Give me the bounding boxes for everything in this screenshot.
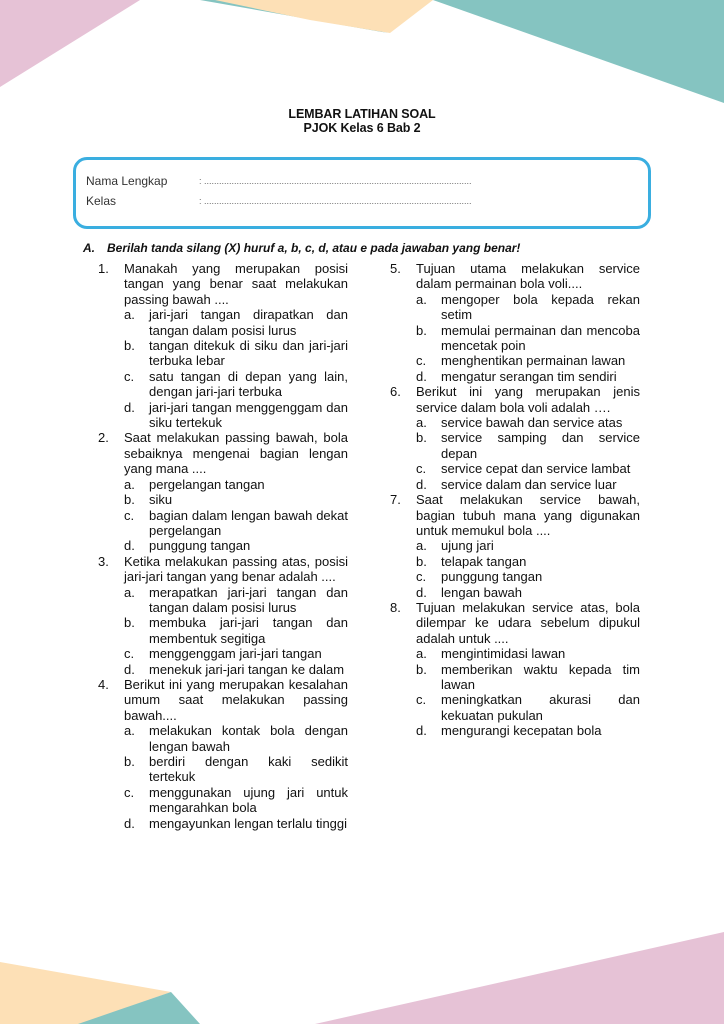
question-column-right bbox=[390, 261, 640, 739]
option-d[interactable] bbox=[124, 816, 348, 831]
option-letter: b. bbox=[124, 492, 135, 508]
student-identity-box bbox=[73, 157, 651, 229]
option-letter: b. bbox=[124, 615, 135, 631]
option-a[interactable] bbox=[124, 477, 348, 492]
orange-bottom-left-shape bbox=[0, 962, 171, 1024]
pink-bottom-right-shape bbox=[315, 932, 724, 1024]
option-a[interactable] bbox=[416, 415, 640, 430]
option-text: menggenggam jari-jari tangan bbox=[149, 646, 322, 662]
option-letter: b. bbox=[416, 661, 427, 677]
class-field-blank[interactable]: : ........................................................................................................... bbox=[199, 196, 472, 206]
option-letter: b. bbox=[416, 430, 427, 446]
option-text: satu tangan di depan yang lain, dengan jari-jari terbuka bbox=[149, 368, 348, 400]
question-number: 7. bbox=[390, 492, 401, 508]
class-field-row[interactable] bbox=[86, 194, 472, 208]
option-text: berdiri dengan kaki sedikit tertekuk bbox=[149, 754, 348, 785]
option-text: lengan bawah bbox=[441, 584, 522, 600]
option-letter: a. bbox=[124, 476, 135, 492]
question-number: 1. bbox=[98, 261, 109, 276]
option-b[interactable] bbox=[416, 430, 640, 461]
question-2 bbox=[98, 430, 348, 553]
option-a[interactable] bbox=[416, 538, 640, 553]
option-a[interactable] bbox=[416, 292, 640, 323]
instruction-text: Berilah tanda silang (X) huruf a, b, c, d, atau e pada jawaban yang benar! bbox=[107, 241, 521, 255]
pink-corner-shape bbox=[0, 0, 140, 87]
option-text: melakukan kontak bola dengan lengan bawah bbox=[149, 723, 348, 754]
option-letter: a. bbox=[416, 291, 427, 307]
option-a[interactable] bbox=[124, 585, 348, 616]
option-letter: c. bbox=[124, 784, 135, 800]
question-text: Berikut ini yang merupakan kesalahan umum saat melakukan passing bawah.... bbox=[124, 676, 348, 723]
option-letter: c. bbox=[416, 569, 427, 585]
option-c[interactable] bbox=[416, 569, 640, 584]
option-text: meningkatkan akurasi dan kekuatan pukulan bbox=[441, 692, 640, 723]
option-letter: d. bbox=[124, 538, 135, 554]
option-letter: b. bbox=[416, 322, 427, 338]
option-c[interactable] bbox=[124, 646, 348, 661]
page-subtitle: PJOK Kelas 6 Bab 2 bbox=[303, 121, 421, 135]
option-letter: b. bbox=[124, 338, 135, 354]
question-4 bbox=[98, 677, 348, 831]
option-a[interactable] bbox=[416, 646, 640, 661]
worksheet-header bbox=[0, 107, 724, 135]
question-text: Tujuan melakukan service atas, bola dilempar ke udara sebelum dipukul adalah untuk .... bbox=[416, 599, 640, 646]
option-text: merapatkan jari-jari tangan dan tangan dalam posisi lurus bbox=[149, 584, 348, 615]
option-d[interactable] bbox=[124, 400, 348, 431]
question-3 bbox=[98, 554, 348, 677]
option-letter: c. bbox=[416, 353, 427, 369]
class-field-label: Kelas bbox=[86, 194, 117, 208]
option-c[interactable] bbox=[124, 508, 348, 539]
option-text: jari-jari tangan menggenggam dan siku tertekuk bbox=[149, 399, 348, 431]
question-text: Manakah yang merupakan posisi tangan yang benar saat melakukan passing bawah .... bbox=[124, 261, 348, 307]
option-text: tangan ditekuk di siku dan jari-jari terbuka lebar bbox=[149, 338, 348, 369]
option-letter: a. bbox=[416, 415, 427, 431]
teal-sliver-shape bbox=[200, 0, 388, 33]
option-text: menekuk jari-jari tangan ke dalam bbox=[149, 661, 345, 677]
option-text: telapak tangan bbox=[441, 553, 527, 569]
question-number: 5. bbox=[390, 261, 401, 276]
question-number: 2. bbox=[98, 430, 109, 446]
option-d[interactable] bbox=[416, 723, 640, 738]
question-7 bbox=[390, 492, 640, 600]
option-b[interactable] bbox=[416, 662, 640, 693]
name-field-blank[interactable]: : ........................................................................................................... bbox=[199, 176, 472, 186]
section-letter: A. bbox=[83, 241, 95, 255]
option-text: mengayunkan lengan terlalu tinggi bbox=[149, 815, 348, 831]
option-b[interactable] bbox=[124, 492, 348, 507]
question-text: Ketika melakukan passing atas, posisi jari-jari tangan yang benar adalah .... bbox=[124, 553, 348, 585]
option-letter: d. bbox=[124, 661, 135, 677]
option-text: mengurangi kecepatan bola bbox=[441, 723, 602, 739]
option-letter: c. bbox=[124, 368, 135, 384]
question-column-left bbox=[98, 261, 348, 831]
option-text: siku bbox=[149, 492, 173, 508]
option-letter: a. bbox=[416, 538, 427, 554]
question-text: Saat melakukan service bawah, bagian tubuh mana yang digunakan untuk memukul bola .... bbox=[416, 492, 640, 538]
question-number: 6. bbox=[390, 384, 401, 400]
option-a[interactable] bbox=[124, 723, 348, 754]
question-8 bbox=[390, 600, 640, 739]
option-text: mengatur serangan tim sendiri bbox=[441, 368, 617, 384]
option-text: mengoper bola kepada rekan setim bbox=[441, 291, 640, 323]
orange-top-shape bbox=[215, 0, 433, 33]
option-letter: b. bbox=[416, 553, 427, 569]
option-text: mengintimidasi lawan bbox=[441, 646, 566, 662]
option-d[interactable] bbox=[416, 585, 640, 600]
option-c[interactable] bbox=[416, 461, 640, 476]
option-a[interactable] bbox=[124, 307, 348, 338]
option-letter: d. bbox=[416, 476, 427, 492]
option-letter: a. bbox=[416, 646, 427, 662]
option-d[interactable] bbox=[416, 477, 640, 492]
question-number: 3. bbox=[98, 553, 109, 569]
option-text: memberikan waktu kepada tim lawan bbox=[441, 661, 640, 692]
page-title: LEMBAR LATIHAN SOAL bbox=[288, 107, 436, 121]
option-b[interactable] bbox=[124, 754, 348, 785]
option-letter: a. bbox=[124, 723, 135, 739]
question-number: 4. bbox=[98, 676, 109, 692]
question-6 bbox=[390, 384, 640, 492]
option-c[interactable] bbox=[124, 369, 348, 400]
option-text: jari-jari tangan dirapatkan dan tangan dalam posisi lurus bbox=[149, 307, 348, 338]
option-text: pergelangan tangan bbox=[149, 476, 265, 492]
question-text: Saat melakukan passing bawah, bola sebaiknya mengenai bagian lengan yang mana .... bbox=[124, 430, 348, 477]
option-b[interactable] bbox=[416, 554, 640, 569]
option-b[interactable] bbox=[124, 338, 348, 369]
question-1 bbox=[98, 261, 348, 430]
option-text: service bawah dan service atas bbox=[441, 415, 623, 431]
name-field-row[interactable] bbox=[86, 174, 472, 188]
option-text: service dalam dan service luar bbox=[441, 476, 617, 492]
option-b[interactable] bbox=[416, 323, 640, 354]
option-text: bagian dalam lengan bawah dekat pergelangan bbox=[149, 507, 348, 538]
option-text: membuka jari-jari tangan dan membentuk segitiga bbox=[149, 615, 348, 646]
option-text: menggunakan ujung jari untuk mengarahkan bola bbox=[149, 784, 348, 816]
option-d[interactable] bbox=[416, 369, 640, 384]
option-letter: d. bbox=[416, 368, 427, 384]
option-d[interactable] bbox=[124, 538, 348, 553]
option-c[interactable] bbox=[416, 353, 640, 368]
option-letter: c. bbox=[416, 461, 427, 477]
option-letter: b. bbox=[124, 754, 135, 769]
option-letter: d. bbox=[124, 399, 135, 415]
question-text: Tujuan utama melakukan service dalam permainan bola voli.... bbox=[416, 261, 640, 292]
option-text: punggung tangan bbox=[149, 538, 251, 554]
option-text: service cepat dan service lambat bbox=[441, 461, 631, 477]
option-letter: d. bbox=[416, 584, 427, 600]
option-text: ujung jari bbox=[441, 538, 494, 554]
option-text: menghentikan permainan lawan bbox=[441, 353, 626, 369]
option-letter: a. bbox=[124, 307, 135, 323]
option-letter: d. bbox=[416, 723, 427, 739]
option-d[interactable] bbox=[124, 662, 348, 677]
teal-top-right-shape bbox=[433, 0, 724, 103]
question-text: Berikut ini yang merupakan jenis service dalam bola voli adalah …. bbox=[416, 384, 640, 415]
name-field-label: Nama Lengkap bbox=[86, 174, 168, 188]
option-text: service samping dan service depan bbox=[441, 430, 640, 461]
option-c[interactable] bbox=[124, 785, 348, 816]
question-number: 8. bbox=[390, 599, 401, 615]
question-5 bbox=[390, 261, 640, 384]
option-letter: c. bbox=[124, 507, 135, 523]
option-letter: d. bbox=[124, 815, 135, 831]
option-text: memulai permainan dan mencoba mencetak poin bbox=[441, 322, 640, 354]
option-letter: c. bbox=[124, 646, 135, 662]
option-letter: c. bbox=[416, 692, 427, 708]
section-instruction bbox=[83, 241, 520, 255]
option-c[interactable] bbox=[416, 692, 640, 723]
option-letter: a. bbox=[124, 584, 135, 600]
option-text: punggung tangan bbox=[441, 569, 543, 585]
teal-bottom-left-shape bbox=[78, 992, 200, 1024]
option-b[interactable] bbox=[124, 615, 348, 646]
